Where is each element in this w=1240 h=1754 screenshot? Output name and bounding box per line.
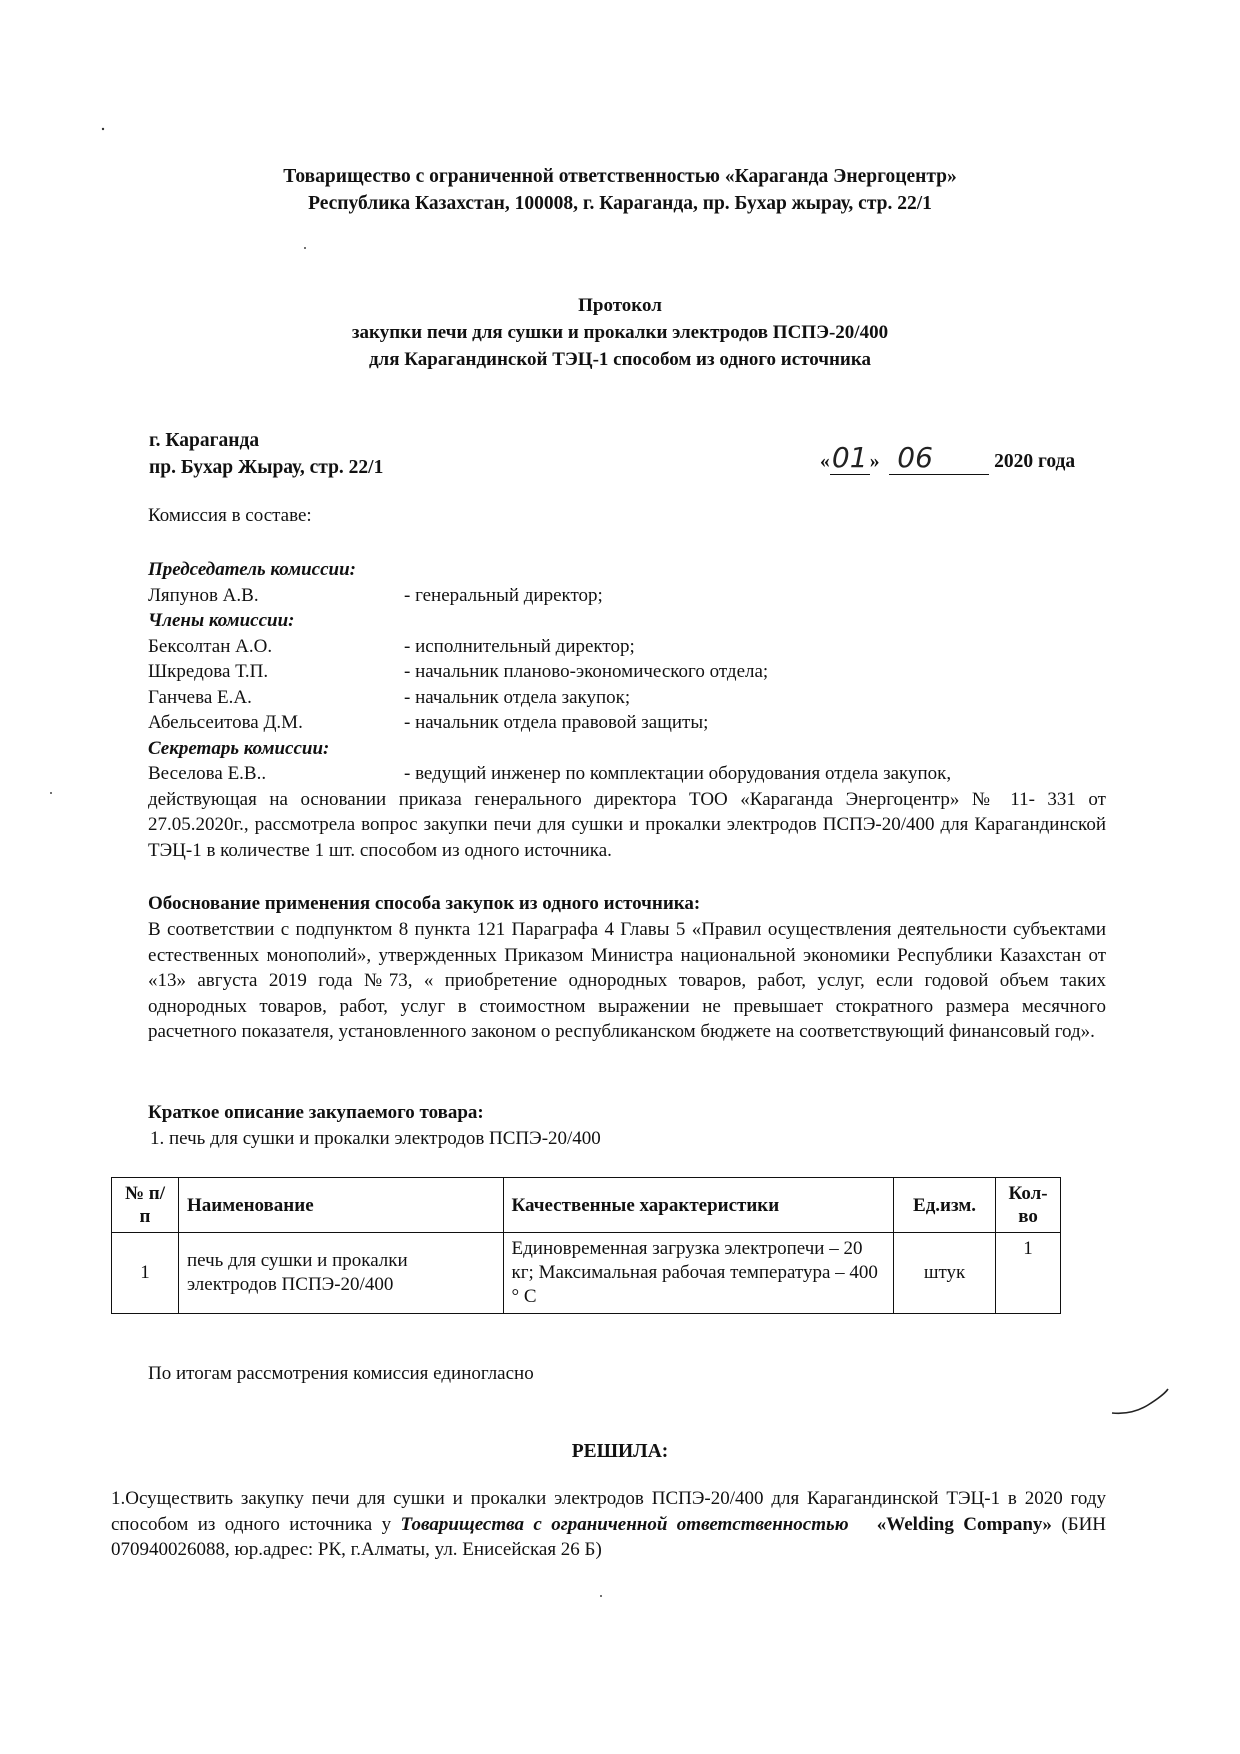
cell-unit: штук (894, 1233, 996, 1314)
col-header-qty: Кол-во (996, 1178, 1061, 1233)
date-close-quote: » (869, 451, 880, 472)
scan-speck (302, 245, 308, 251)
secretary-heading: Секретарь комиссии: (148, 737, 330, 759)
protocol-title (0, 292, 1240, 373)
secretary-name: Веселова Е.В.. (148, 763, 267, 784)
member-row (148, 659, 1108, 685)
col-header-num: № п/п (112, 1178, 179, 1233)
goods-table (111, 1177, 1061, 1314)
protocol-date (820, 441, 1075, 475)
scan-speck (100, 126, 106, 132)
org-name: Товарищество с ограниченной ответственностью «Караганда Энергоцентр» (283, 166, 957, 187)
commission-intro: Комиссия в составе: (148, 505, 312, 526)
commission-members (148, 557, 1108, 863)
decided-heading: РЕШИЛА: (571, 1441, 669, 1462)
table-header-row (112, 1178, 1061, 1233)
title-line-3: для Карагандинской ТЭЦ-1 способом из одного источника (368, 349, 872, 370)
col-header-unit: Ед.изм. (894, 1178, 996, 1233)
place-city: г. Караганда (149, 430, 260, 451)
member-row (148, 685, 1108, 711)
date-month: 06 (897, 441, 933, 474)
date-open-quote: « (820, 451, 830, 472)
member-row (148, 710, 1108, 736)
scan-speck (48, 790, 54, 796)
justification-heading: Обоснование применения способа закупок из одного источника: (148, 893, 701, 914)
decision-text-start: 1.Осуществить закупку печи для сушки и прокалки электродов ПСПЭ-20/400 для Карагандинской ТЭЦ-1 в 2020 году способом из одного источника у (111, 1488, 1106, 1535)
title-line-2: закупки печи для сушки и прокалки электродов ПСПЭ-20/400 (351, 322, 889, 343)
member-name: Ганчева Е.А. (148, 686, 252, 708)
cell-num: 1 (112, 1233, 179, 1314)
secretary-role: - ведущий инженер по комплектации оборудования отдела закупок, (404, 763, 952, 784)
member-name: Бексолтан А.О. (148, 635, 273, 657)
cell-qty: 1 (996, 1233, 1061, 1314)
commission-continuation: действующая на основании приказа генерального директора ТОО «Караганда Энергоцентр» № 11- 331 от 27.05.2020г., рассмотрела вопрос закупки печи для сушки и прокалки электродов ПСПЭ-20/400 для Карагандинской ТЭЦ-1 в количестве 1 шт. способом из одного источника. (148, 788, 1106, 861)
chair-row (148, 583, 1108, 609)
member-name: Шкредова Т.П. (148, 661, 269, 682)
decision-company-form: Товарищества с ограниченной ответственностью (400, 1513, 849, 1535)
table-row (112, 1233, 1061, 1314)
summary-line: По итогам рассмотрения комиссия единогласно (148, 1363, 534, 1384)
description-item: 1. печь для сушки и прокалки электродов ПСПЭ-20/400 (150, 1128, 601, 1149)
decision-text-end: (БИН 070940026088, юр.адрес: РК, г.Алматы, ул. Енисейская 26 Б) (111, 1513, 1107, 1560)
scan-speck (598, 1593, 604, 1599)
date-day: 01 (831, 441, 868, 474)
cell-characteristics: Единовременная загрузка электропечи – 20 кг; Максимальная рабочая температура – 400 ° С (503, 1233, 894, 1314)
place-street: пр. Бухар Жырау, стр. 22/1 (149, 457, 384, 478)
members-heading: Члены комиссии: (148, 610, 295, 631)
member-role: - начальник отдела правовой защиты; (404, 712, 709, 733)
member-role: - исполнительный директор; (404, 635, 635, 657)
date-year: 2020 года (994, 451, 1076, 472)
col-header-name: Наименование (178, 1178, 503, 1233)
org-header (0, 163, 1240, 217)
chair-name: Ляпунов А.В. (148, 584, 259, 606)
member-name: Абельсеитова Д.М. (148, 712, 303, 733)
member-role: - начальник отдела закупок; (404, 686, 631, 708)
org-address: Республика Казахстан, 100008, г. Караганда, пр. Бухар жырау, стр. 22/1 (308, 193, 932, 214)
chair-role: - генеральный директор; (404, 584, 603, 606)
member-row (148, 634, 1108, 660)
secretary-row (148, 761, 1108, 787)
decision-company-name: «Welding Company» (876, 1513, 1052, 1535)
justification-text: В соответствии с подпунктом 8 пункта 121 Параграфа 4 Главы 5 «Правил осуществления деятельности субъектами естественных монополий», утвержденных Приказом Министра национальной экономики Республики Казахстан от «13» августа 2019 года №73, « приобретение однородных товаров, работ, услуг, если годовой объем таких однородных товаров, работ, услуг в стоимостном выражении не превышает стократного размера месячного расчетного показателя, установленного законом о республиканском бюджете на соответствующий финансовый год». (148, 919, 1106, 1042)
chair-heading: Председатель комиссии: (148, 559, 356, 580)
place-block (149, 427, 383, 481)
description-heading: Краткое описание закупаемого товара: (148, 1102, 484, 1123)
pen-mark (1110, 1385, 1170, 1419)
title-line-1: Протокол (578, 295, 662, 316)
decision-paragraph (111, 1486, 1106, 1563)
member-role: - начальник планово-экономического отдела; (404, 661, 769, 682)
col-header-characteristics: Качественные характеристики (503, 1178, 894, 1233)
cell-name: печь для сушки и прокалки электродов ПСПЭ-20/400 (178, 1233, 503, 1314)
